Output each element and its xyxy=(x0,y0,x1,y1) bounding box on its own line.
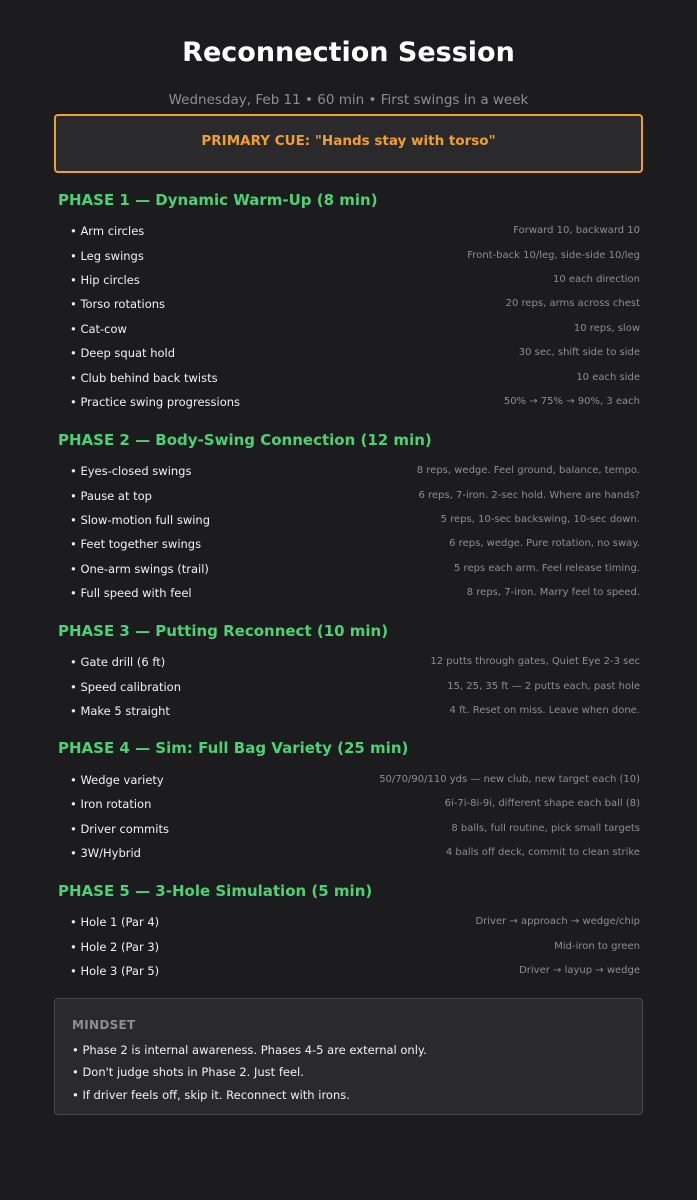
item-detail: 5 reps each arm. Feel release timing. xyxy=(454,563,640,574)
item-detail: 4 balls off deck, commit to clean strike xyxy=(445,847,640,858)
item-detail: Driver → approach → wedge/chip xyxy=(475,916,640,927)
list-item xyxy=(70,247,640,265)
list-item xyxy=(70,584,640,602)
item-detail: Driver → layup → wedge xyxy=(519,965,640,976)
item-label: • Feet together swings xyxy=(70,537,202,551)
item-detail: 50/70/90/110 yds — new club, new target each (10) xyxy=(379,774,640,785)
primary-cue-text: PRIMARY CUE: "Hands stay with torso" xyxy=(201,133,496,149)
mindset-item: • Don't judge shots in Phase 2. Just feel. xyxy=(72,1065,304,1079)
item-detail: 6i-7i-8i-9i, different shape each ball (8) xyxy=(444,798,640,809)
item-detail: 10 reps, slow xyxy=(573,323,640,334)
item-detail: 8 reps, wedge. Feel ground, balance, tempo. xyxy=(416,465,640,476)
list-item xyxy=(70,511,640,529)
item-label: • Hole 2 (Par 3) xyxy=(70,940,160,954)
list-item xyxy=(70,678,640,696)
item-detail: 10 each direction xyxy=(552,274,640,285)
list-item xyxy=(70,344,640,362)
list-item xyxy=(70,962,640,980)
item-label: • Deep squat hold xyxy=(70,346,176,360)
item-label: • Gate drill (6 ft) xyxy=(70,655,166,669)
item-label: • Torso rotations xyxy=(70,297,166,311)
item-label: • Practice swing progressions xyxy=(70,395,241,409)
item-detail: 15, 25, 35 ft — 2 putts each, past hole xyxy=(447,681,640,692)
item-detail: 8 reps, 7-iron. Marry feel to speed. xyxy=(466,587,640,598)
list-item xyxy=(70,462,640,480)
list-item xyxy=(70,938,640,956)
item-detail: 10 each side xyxy=(576,372,640,383)
mindset-box xyxy=(54,998,643,1115)
item-detail: 50% → 75% → 90%, 3 each xyxy=(503,396,640,407)
list-item xyxy=(70,560,640,578)
list-item xyxy=(70,320,640,338)
item-label: • Make 5 straight xyxy=(70,704,170,718)
item-detail: Forward 10, backward 10 xyxy=(513,225,640,236)
list-item xyxy=(70,369,640,387)
phase-3-title: PHASE 3 — Putting Reconnect (10 min) xyxy=(58,622,389,640)
list-item xyxy=(70,913,640,931)
item-detail: Mid-iron to green xyxy=(554,941,640,952)
phase-1-title: PHASE 1 — Dynamic Warm-Up (8 min) xyxy=(58,191,378,209)
item-label: • Pause at top xyxy=(70,489,152,503)
phase-4-title: PHASE 4 — Sim: Full Bag Variety (25 min) xyxy=(58,739,409,757)
item-label: • Speed calibration xyxy=(70,680,182,694)
list-item xyxy=(70,393,640,411)
item-detail: 4 ft. Reset on miss. Leave when done. xyxy=(449,705,640,716)
item-label: • Hole 3 (Par 5) xyxy=(70,964,160,978)
item-detail: 6 reps, 7-iron. 2-sec hold. Where are hands? xyxy=(418,490,640,501)
item-label: • Eyes-closed swings xyxy=(70,464,192,478)
item-label: • Wedge variety xyxy=(70,773,164,787)
item-label: • Iron rotation xyxy=(70,797,152,811)
list-item xyxy=(70,771,640,789)
mindset-item: • Phase 2 is internal awareness. Phases 4-5 are external only. xyxy=(72,1043,427,1057)
item-label: • 3W/Hybrid xyxy=(70,846,141,860)
list-item xyxy=(70,271,640,289)
primary-cue-box xyxy=(54,114,643,173)
item-label: • Arm circles xyxy=(70,224,145,238)
item-label: • Club behind back twists xyxy=(70,371,218,385)
item-detail: Front-back 10/leg, side-side 10/leg xyxy=(467,250,640,261)
item-detail: 8 balls, full routine, pick small targets xyxy=(451,823,640,834)
item-detail: 5 reps, 10-sec backswing, 10-sec down. xyxy=(440,514,640,525)
item-label: • Driver commits xyxy=(70,822,169,836)
mindset-title: MINDSET xyxy=(72,1018,136,1032)
item-detail: 30 sec, shift side to side xyxy=(518,347,640,358)
list-item xyxy=(70,295,640,313)
item-label: • One-arm swings (trail) xyxy=(70,562,209,576)
item-label: • Hole 1 (Par 4) xyxy=(70,915,160,929)
item-label: • Hip circles xyxy=(70,273,140,287)
mindset-item: • If driver feels off, skip it. Reconnect with irons. xyxy=(72,1088,350,1102)
item-label: • Slow-motion full swing xyxy=(70,513,211,527)
list-item xyxy=(70,702,640,720)
item-detail: 12 putts through gates, Quiet Eye 2-3 sec xyxy=(430,656,640,667)
item-detail: 6 reps, wedge. Pure rotation, no sway. xyxy=(449,538,640,549)
list-item xyxy=(70,820,640,838)
list-item xyxy=(70,222,640,240)
item-label: • Leg swings xyxy=(70,249,144,263)
page-title: Reconnection Session xyxy=(182,37,515,68)
item-detail: 20 reps, arms across chest xyxy=(505,298,640,309)
list-item xyxy=(70,653,640,671)
item-label: • Full speed with feel xyxy=(70,586,192,600)
phase-2-title: PHASE 2 — Body-Swing Connection (12 min) xyxy=(58,431,432,449)
list-item xyxy=(70,487,640,505)
phase-5-title: PHASE 5 — 3-Hole Simulation (5 min) xyxy=(58,882,373,900)
list-item xyxy=(70,795,640,813)
list-item xyxy=(70,535,640,553)
item-label: • Cat-cow xyxy=(70,322,127,336)
list-item xyxy=(70,844,640,862)
session-subtitle: Wednesday, Feb 11 • 60 min • First swings in a week xyxy=(168,92,529,108)
